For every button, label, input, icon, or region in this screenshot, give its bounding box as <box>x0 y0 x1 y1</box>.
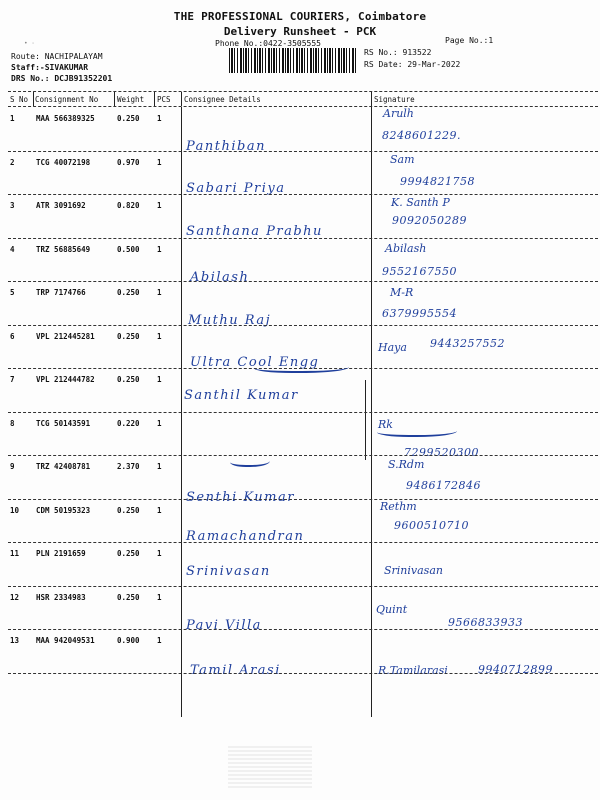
scan-smudge <box>228 744 312 788</box>
serial-number: 4 <box>10 244 15 254</box>
table-row <box>0 586 600 633</box>
consignment-number: TCG 50143591 <box>36 418 91 428</box>
receiver-phone: 6379995554 <box>382 307 457 320</box>
pen-mark <box>377 425 457 437</box>
table-row <box>0 542 600 586</box>
col-sno-header: S No <box>10 95 29 104</box>
consignee-name: Senthi Kumar <box>186 490 295 505</box>
receiver-phone: 9486172846 <box>406 479 481 492</box>
pieces-count: 1 <box>157 462 162 471</box>
consignee-name: Santhil Kumar <box>184 388 299 403</box>
scan-speck: • · <box>24 40 35 47</box>
row-divider <box>8 673 598 674</box>
pieces-count: 1 <box>157 636 162 645</box>
receiver-phone: 9994821758 <box>400 174 475 188</box>
signature-scribble: Haya <box>378 340 407 354</box>
company-name: THE PROFESSIONAL COURIERS, Coimbatore <box>173 10 427 23</box>
weight-value: 0.900 <box>117 636 140 645</box>
header-divider <box>154 92 155 106</box>
col-weight-header: Weight <box>117 95 145 104</box>
consignee-name: Ultra Cool Engg <box>190 354 320 370</box>
receiver-phone: 8248601229. <box>382 129 461 142</box>
rs-date: RS Date: 29-Mar-2022 <box>364 60 461 69</box>
consignee-name: Tamil Arasi <box>190 663 281 678</box>
page-number: Page No.:1 <box>445 36 494 45</box>
table-row <box>0 151 600 195</box>
weight-value: 2.370 <box>117 462 140 471</box>
table-row <box>0 499 600 543</box>
pieces-count: 1 <box>157 157 162 167</box>
consignee-name: Santhana Prabhu <box>186 224 323 239</box>
consignee-name: Ramachandran <box>186 528 305 544</box>
weight-value: 0.250 <box>117 331 140 341</box>
table-row <box>0 412 600 459</box>
consignment-number: PLN 2191659 <box>36 549 86 558</box>
consignment-number: TRZ 56885649 <box>36 244 91 254</box>
table-row <box>0 238 600 285</box>
pieces-count: 1 <box>157 114 162 123</box>
consignee-name: Panthiban <box>186 139 266 154</box>
consignee-name: Sabari Priya <box>186 180 286 196</box>
table-row <box>0 194 600 238</box>
pieces-count: 1 <box>157 418 162 428</box>
phone-number: Phone No.:0422-3505555 <box>215 39 321 48</box>
barcode-image <box>229 48 356 73</box>
consignee-name: Muthu Raj <box>188 313 272 328</box>
serial-number: 6 <box>10 331 15 341</box>
rs-number: RS No.: 913522 <box>364 48 432 57</box>
weight-value: 0.250 <box>117 375 140 384</box>
pieces-count: 1 <box>157 375 162 384</box>
header-divider <box>181 92 182 106</box>
signature-scribble: R.Tamilarasi <box>378 664 448 677</box>
col-signature-header: Signature <box>374 95 415 104</box>
weight-value: 0.250 <box>117 549 140 558</box>
table-row <box>0 281 600 328</box>
consignment-number: TCG 40072198 <box>36 157 91 167</box>
col-consignment-header: Consignment No <box>35 95 99 104</box>
header-divider <box>33 92 34 106</box>
table-row <box>0 629 600 678</box>
header-divider <box>114 92 115 106</box>
consignee-name: Abilash <box>190 269 250 285</box>
consignment-number: TRZ 42408781 <box>36 462 91 471</box>
pieces-count: 1 <box>157 288 162 297</box>
pieces-count: 1 <box>157 331 162 341</box>
pen-mark <box>230 455 270 467</box>
consignment-number: VPL 212444782 <box>36 375 95 384</box>
col-pcs-header: PCS <box>157 95 171 104</box>
consignment-number: MAA 942049531 <box>36 636 95 645</box>
serial-number: 5 <box>10 288 15 297</box>
consignee-name: Pavi Villa <box>186 617 262 633</box>
consignee-name: Srinivasan <box>186 564 271 579</box>
weight-value: 0.250 <box>117 505 140 515</box>
signature-scribble: K. Santh P <box>391 196 450 209</box>
weight-value: 0.970 <box>117 157 140 167</box>
route-label: Route: NACHIPALAYAM <box>11 52 103 61</box>
table-row <box>0 368 600 412</box>
serial-number: 10 <box>10 505 20 515</box>
pen-mark <box>254 361 349 373</box>
table-row <box>0 107 600 154</box>
signature-scribble: Rethm <box>380 499 417 513</box>
pieces-count: 1 <box>157 505 162 515</box>
signature-scribble: Quint <box>376 602 408 616</box>
consignment-number: ATR 3091692 <box>36 201 86 210</box>
consignment-number: CDM 50195323 <box>36 505 91 515</box>
serial-number: 12 <box>10 592 20 602</box>
receiver-phone: 9600510710 <box>394 518 469 532</box>
signature-scribble: Abilash <box>385 241 427 255</box>
weight-value: 0.250 <box>117 114 140 123</box>
weight-value: 0.820 <box>117 201 140 210</box>
receiver-phone: 9092050289 <box>392 214 467 227</box>
weight-value: 0.250 <box>117 592 140 602</box>
col-consignee-header: Consignee Details <box>184 95 261 104</box>
receiver-phone: 9443257552 <box>430 336 505 350</box>
weight-value: 0.220 <box>117 418 140 428</box>
pieces-count: 1 <box>157 592 162 602</box>
serial-number: 11 <box>10 549 20 558</box>
staff-label: Staff:-SIVAKUMAR <box>11 63 89 72</box>
signature-scribble: Arulh <box>383 107 414 120</box>
weight-value: 0.500 <box>117 244 140 254</box>
signature-scribble: Rk <box>378 417 393 431</box>
receiver-phone: 9940712899 <box>478 663 553 676</box>
header-divider <box>371 92 372 106</box>
pieces-count: 1 <box>157 201 162 210</box>
receiver-phone: 9552167550 <box>382 264 457 278</box>
drs-number: DRS No.: DCJB91352201 <box>11 74 113 83</box>
receiver-phone: 7299520300 <box>404 445 479 459</box>
consignment-number: MAA 566389325 <box>36 114 95 123</box>
runsheet-header <box>0 0 600 90</box>
runsheet-title: Delivery Runsheet - PCK <box>223 25 377 38</box>
consignment-number: TRP 7174766 <box>36 288 86 297</box>
pieces-count: 1 <box>157 244 162 254</box>
weight-value: 0.250 <box>117 288 140 297</box>
receiver-phone: 9566833933 <box>448 615 523 629</box>
signature-scribble: S.Rdm <box>388 458 425 471</box>
serial-number: 7 <box>10 375 15 384</box>
signature-scribble: Srinivasan <box>384 564 443 577</box>
serial-number: 13 <box>10 636 20 645</box>
serial-number: 3 <box>10 201 15 210</box>
serial-number: 8 <box>10 418 15 428</box>
table-header <box>0 92 600 106</box>
serial-number: 2 <box>10 157 15 167</box>
signature-scribble: M-R <box>390 286 414 299</box>
consignment-number: HSR 2334983 <box>36 592 86 602</box>
signature-scribble: Sam <box>390 152 415 166</box>
pieces-count: 1 <box>157 549 162 558</box>
serial-number: 9 <box>10 462 15 471</box>
table-row <box>0 455 600 505</box>
serial-number: 1 <box>10 114 15 123</box>
consignment-number: VPL 212445281 <box>36 331 95 341</box>
